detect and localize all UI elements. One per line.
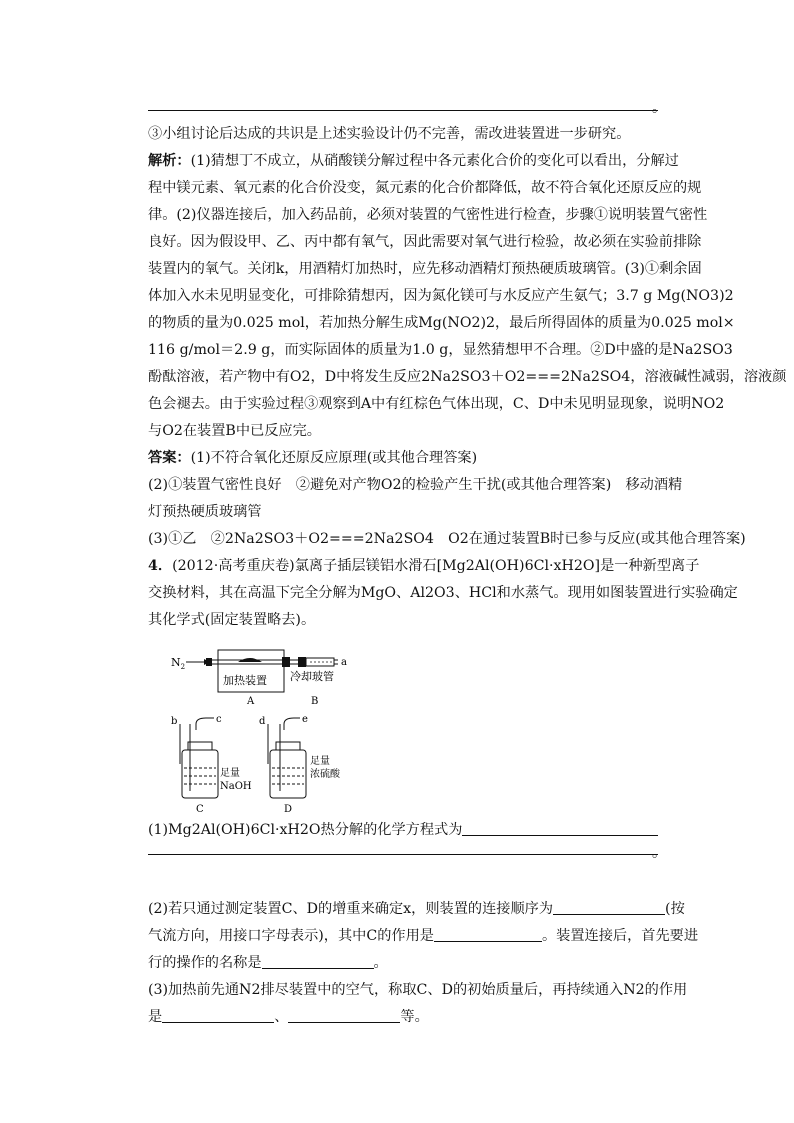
- q3-line-2: 是 、 等。: [148, 1009, 429, 1025]
- answer-label: 答案：: [148, 450, 191, 466]
- label-B: B: [311, 696, 319, 707]
- apparatus-diagram: [168, 646, 408, 821]
- question-source: (2012·高考重庆卷): [172, 558, 295, 574]
- period-mark: 。: [652, 100, 666, 116]
- q2-line-1: (2)若只通过测定装置C、D的增重来确定x，则装置的连接顺序为 (按: [148, 901, 685, 917]
- analysis-line-3: 律。(2)仪器连接后，加入药品前，必须对装置的气密性进行检查，步骤①说明装置气密性: [148, 207, 708, 223]
- analysis-line-7: 的物质的量为0.025 mol，若加热分解生成Mg(NO2)2，最后所得固体的质量为0.025 mol×: [148, 315, 735, 331]
- answer-line-1: 答案：(1)不符合氧化还原反应原理(或其他合理答案): [148, 450, 478, 466]
- stopper-icon: [206, 658, 212, 666]
- port-a-label: a: [341, 657, 347, 668]
- connector-icon: [298, 657, 306, 667]
- analysis-line-11: 与O2在装置B中已反应完。: [148, 423, 321, 439]
- connection-order-blank[interactable]: [553, 900, 665, 915]
- analysis-line-5: 装置内的氧气。关闭k，用酒精灯加热时，应先移动酒精灯预热硬质玻璃管。(3)①剩余固: [148, 261, 702, 277]
- bottle-C-text-1: 足量: [220, 768, 240, 779]
- q1-answer-blank[interactable]: [462, 821, 658, 836]
- operation-name-blank[interactable]: [262, 954, 374, 969]
- answer-line-2: (2)①装置气密性良好 ②避免对产物O2的检验产生干扰(或其他合理答案) 移动酒精: [148, 477, 683, 493]
- cooler-label: 冷却玻管: [290, 670, 334, 683]
- answer-line-4: (3)①乙 ②2Na2SO3＋O2===2Na2SO4 O2在通过装置B时已参与反应(或其他合理答案): [148, 531, 746, 547]
- question-4-line-2: 交换材料，其在高温下完全分解为MgO、Al2O3、HCl和水蒸气。现用如图装置进行实验确定: [148, 585, 738, 601]
- period-mark: 。: [652, 845, 666, 861]
- question-4-line-3: 其化学式(固定装置略去)。: [148, 612, 316, 628]
- bottle-D-text-1: 足量: [310, 756, 330, 767]
- bottle-C-text-2: NaOH: [220, 781, 252, 792]
- analysis-label: 解析：: [148, 153, 191, 169]
- bottle-D-text-2: 浓硫酸: [310, 769, 340, 780]
- answer-line-3: 灯预热硬质玻璃管: [148, 504, 262, 520]
- conclusion-text: ③小组讨论后达成的共识是上述实验设计仍不完善，需改进装置进一步研究。: [148, 126, 631, 142]
- sample-icon: [238, 658, 262, 662]
- analysis-line-2: 程中镁元素、氧元素的化合价没变，氮元素的化合价都降低，故不符合氧化还原反应的规: [148, 180, 702, 196]
- port-b-label: b: [171, 716, 178, 727]
- connector-icon: [282, 657, 290, 667]
- port-c-label: c: [216, 714, 222, 725]
- analysis-line-6: 体加入水未见明显变化，可排除猜想丙，因为氮化镁可与水反应产生氨气；3.7 g Mg(NO3)2: [148, 288, 734, 304]
- label-A: A: [247, 696, 255, 707]
- analysis-line-4: 良好。因为假设甲、乙、丙中都有氧气，因此需要对氧气进行检验，故必须在实验前排除: [148, 234, 702, 250]
- n2-label: $N_2$: [171, 656, 186, 671]
- q1-line: [148, 820, 658, 840]
- q2-line-3: 行的操作的名称是 。: [148, 955, 388, 971]
- n2-function-blank-2[interactable]: [288, 1008, 400, 1023]
- c-function-blank[interactable]: [434, 927, 542, 942]
- port-d-label: d: [259, 716, 266, 727]
- wash-bottle-C: [180, 718, 218, 798]
- n2-function-blank-1[interactable]: [162, 1008, 274, 1023]
- port-e-label: e: [302, 714, 308, 725]
- q1-text: (1)Mg2Al(OH)6Cl·xH2O热分解的化学方程式为: [148, 822, 463, 838]
- question-number: 4．: [148, 558, 173, 574]
- q2-line-2: 气流方向，用接口字母表示)，其中C的作用是 。装置连接后，首先要进: [148, 928, 699, 944]
- answer-blank-line-top: [148, 110, 658, 111]
- analysis-line-1: 解析：(1)猜想丁不成立，从硝酸镁分解过程中各元素化合价的变化可以看出，分解过: [148, 153, 679, 169]
- question-4-line-1: 4．(2012·高考重庆卷)氯离子插层镁铝水滑石[Mg2Al(OH)6Cl·xH2O]是一种新型离子: [148, 558, 700, 574]
- analysis-line-9: 酚酞溶液，若产物中有O2，D中将发生反应2Na2SO3＋O2===2Na2SO4，溶液碱性减弱，溶液颜: [148, 369, 787, 385]
- label-C: C: [196, 804, 204, 815]
- wash-bottle-D: [268, 718, 306, 798]
- label-D: D: [284, 804, 293, 815]
- analysis-line-10: 色会褪去。由于实验过程③观察到A中有红棕色气体出现，C、D中未见明显现象，说明NO2: [148, 396, 725, 412]
- analysis-line-8: 116 g/mol＝2.9 g，而实际固体的质量为1.0 g，显然猜想甲不合理。②D中盛的是Na2SO3: [148, 342, 733, 358]
- q3-line-1: (3)加热前先通N2排尽装置中的空气，称取C、D的初始质量后，再持续通入N2的作用: [148, 982, 688, 998]
- q1-answer-line[interactable]: [148, 854, 658, 855]
- heater-label: 加热装置: [223, 674, 267, 687]
